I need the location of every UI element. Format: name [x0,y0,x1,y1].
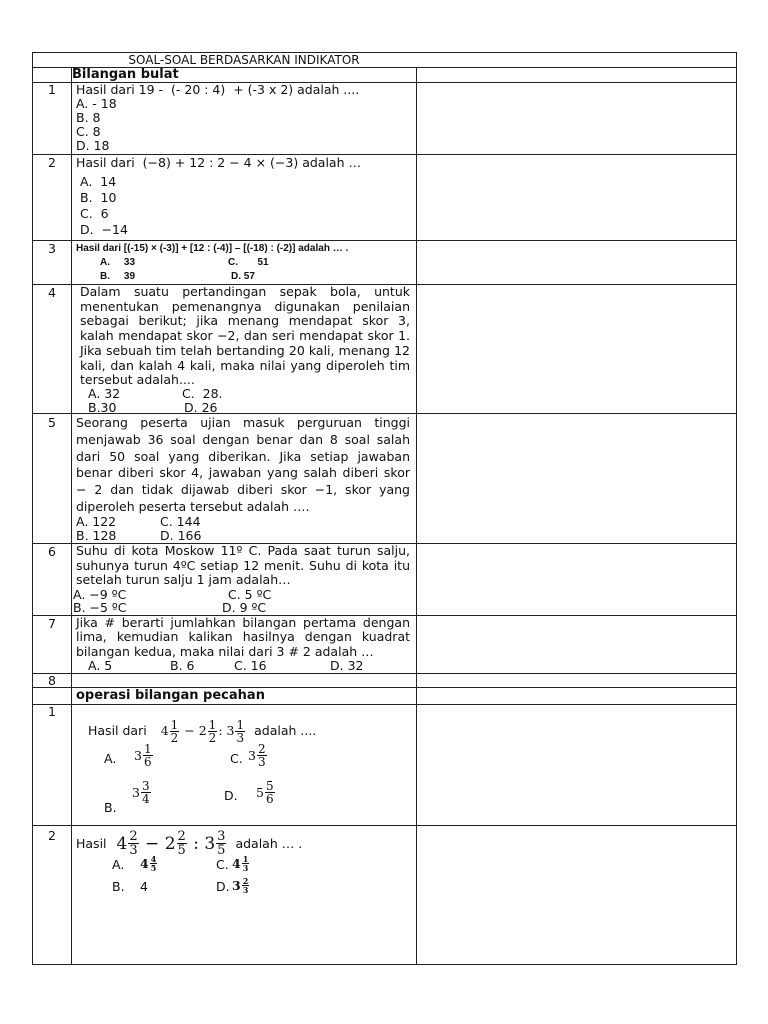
row-divider [32,825,737,826]
option-a-value: 3 $\frac{1}{6}$ [134,742,152,769]
option-d: D. 26 [184,400,218,415]
column-divider [416,67,417,965]
question-number: 2 [48,828,56,843]
option-b: B. [104,800,117,815]
row-divider [32,240,737,241]
row-divider [32,413,737,414]
option-b-value: 4 [140,879,148,894]
question-prefix: Hasil [76,835,107,851]
question-text: Hasil dari (−8) + 12 : 2 − 4 × (−3) adalah … [76,155,361,170]
table-border-right [736,52,737,965]
option-b-value: 3 $\frac{3}{4}$ [132,779,150,806]
option-b: B. 8 [76,110,101,125]
option-c: C. 8 [76,124,101,139]
option-c: C. 144 [160,514,201,529]
fraction-expression: 4 $\frac{1}{2}$ − 2 $\frac{1}{2}$ : 3 $\frac{1}{3}$ [160,718,245,745]
option-c-value: 4 1 3 [232,854,249,873]
option-a: A. 5 [88,658,113,673]
option-b: B. −5 ºC [73,600,127,615]
question-number: 6 [48,544,56,559]
option-b: B. 6 [170,658,195,673]
option-c: C. 6 [80,206,109,221]
column-divider [71,67,72,965]
option-c: C. 28. [182,386,223,401]
question-text: Hasil dari 19 - (- 20 : 4) + (-3 x 2) adalah .... [76,82,360,97]
question-number: 7 [48,616,56,631]
row-divider [32,704,737,705]
section-heading-fractions: operasi bilangan pecahan [76,688,265,703]
option-a: A. 122 [76,514,117,529]
option-d: D. −14 [80,222,128,237]
option-c: C. [216,857,229,872]
option-b: B. [112,879,125,894]
option-d: D. 18 [76,138,110,153]
question-number: 4 [48,285,56,300]
section-heading-integers: Bilangan bulat [72,67,179,82]
question-text: Jika # berarti jumlahkan bilangan pertama dengan lima, kemudian kalikan hasilnya dengan kuadrat bilangan kedua, maka nilai dari 3 # 2 adalah … [76,615,410,659]
option-d: D. 57 [231,271,255,282]
question-text: Suhu di kota Moskow 11º C. Pada saat turun salju, suhunya turun 4ºC setiap 12 menit. Suhu di kota itu setelah turun salju 1 jam adalah… [76,543,410,587]
option-d: D. 9 ºC [222,600,267,615]
fraction-expression: 4 $\frac{2}{3}$ − 2 $\frac{2}{5}$ : 3 $\frac{3}{5}$ [116,829,226,858]
option-b: B. 39 [100,271,136,282]
question-prefix: Hasil dari [88,723,147,738]
option-a: A. [104,751,117,766]
option-a: A. −9 ºC [73,587,127,602]
option-c: C. 51 [228,257,269,268]
question-suffix: adalah … . [235,835,303,851]
option-b: B.30 [88,400,117,415]
option-a-value: 4 4 5 [140,854,157,873]
question-number: 5 [48,415,56,430]
option-a: A. 14 [80,174,117,189]
option-c: C. 16 [234,658,267,673]
option-c-value: 3 $\frac{2}{3}$ [248,742,266,769]
question-text [88,716,316,746]
option-c: C. [230,751,243,766]
question-suffix: adalah .... [254,723,317,738]
option-d: D. [224,788,238,803]
question-text: Dalam suatu pertandingan sepak bola, untuk menentukan pemenangnya digunakan penilaian sebagai berikut; jika menang mendapat skor 3, kalah mendapat skor −2, dan seri mendapat skor 1. Jika sebuah tim telah bertanding 20 kali, menang 12 kali, dan kalah 4 kali, maka nilai yang diperoleh tim tersebut adalah.... [80,284,410,388]
question-number: 2 [48,155,56,170]
option-d: D. [216,879,230,894]
option-a: A. [112,857,125,872]
question-text: Hasil dari [(-15) × (-3)] + [12 : (-4)] – [(-18) : (-2)] adalah … . [76,243,349,254]
question-number: 1 [48,82,56,97]
question-number: 1 [48,704,56,719]
option-d: D. 166 [160,528,202,543]
page-title: SOAL-SOAL BERDASARKAN INDIKATOR [128,53,360,67]
option-a: A. 33 [100,257,136,268]
option-a: A. - 18 [76,96,117,111]
option-d-value: 5 $\frac{5}{6}$ [256,779,274,806]
table-border-bottom [32,964,737,965]
question-number: 8 [48,673,56,688]
question-number: 3 [48,241,56,256]
option-c: C. 5 ºC [228,587,272,602]
question-text [76,830,302,857]
option-d-value: 3 2 3 [232,876,249,895]
option-b: B. 128 [76,528,117,543]
option-d: D. 32 [330,658,364,673]
question-text: Seorang peserta ujian masuk perguruan tinggi menjawab 36 soal dengan benar dan 8 soal salah dari 50 soal yang diberikan. Jika setiap jawaban benar diberi skor 4, jawaban yang salah diberi skor − 2 dan tidak dijawab diberi skor −1, skor yang diperoleh peserta tersebut adalah …. [76,415,410,514]
option-a: A. 32 [88,386,121,401]
option-b: B. 10 [80,190,117,205]
row-divider [32,673,737,674]
